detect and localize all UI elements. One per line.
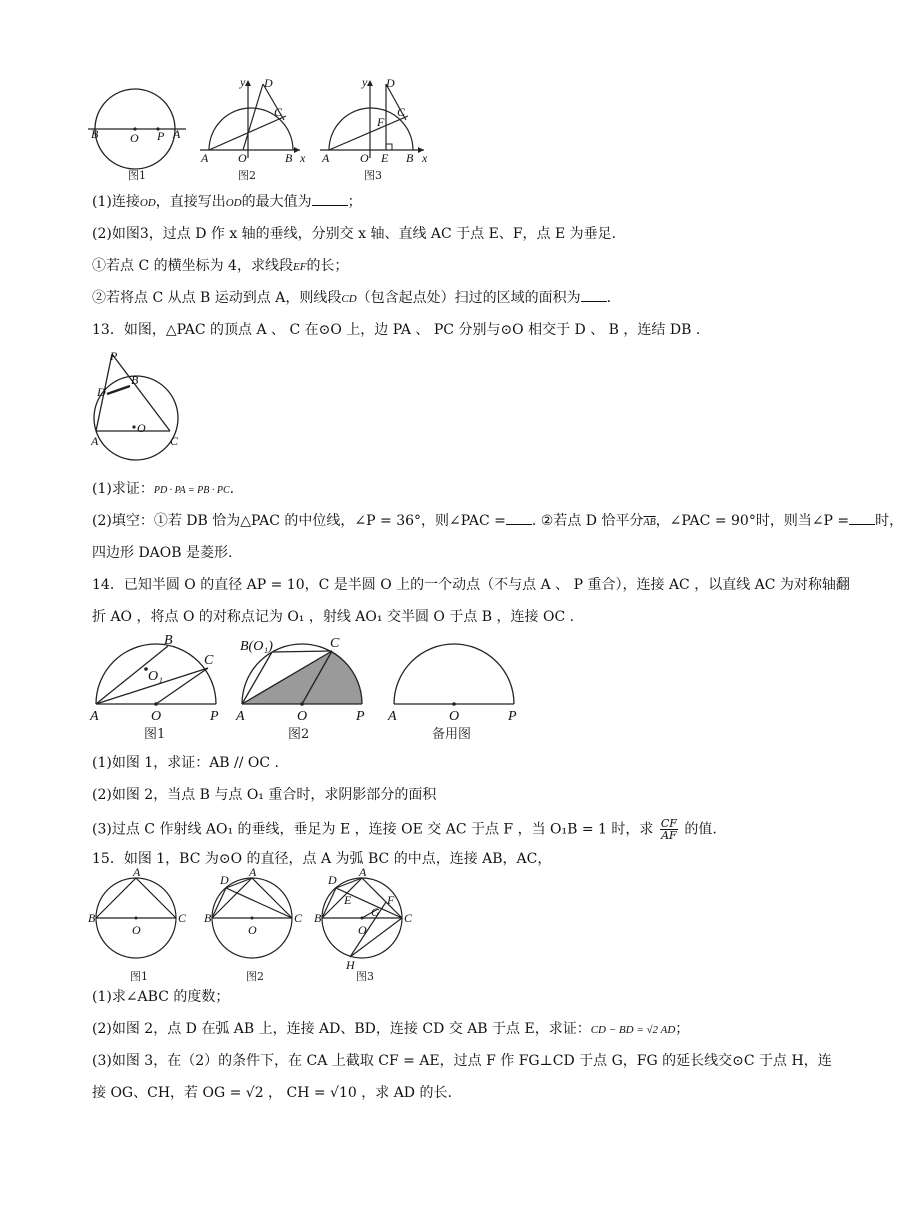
q15f3-label-c: C <box>404 911 413 925</box>
q14f2-label-o: O <box>297 709 308 724</box>
q15f3-caption: 图3 <box>356 970 374 983</box>
q15f3-label-d: D <box>328 873 337 887</box>
q13-figure <box>88 344 188 462</box>
q14f2-label-p: P <box>356 709 365 724</box>
q15f1-caption: 图1 <box>130 970 148 983</box>
q15f3-label-e: E <box>344 893 352 907</box>
fig2-label-o: O <box>238 151 247 165</box>
q14f3-label-o: O <box>449 709 460 724</box>
q15-part2: (2)如图 2，点 D 在弧 AB 上，连接 AD、BD，连接 CD 交 AB 于点 E，求证：CD − BD = √2 AD； <box>92 1021 690 1037</box>
fig3-label-e: E <box>381 151 389 165</box>
fig3-label-b: B <box>406 151 414 165</box>
q14f1-label-p: P <box>210 709 219 724</box>
fig3-label-y: y <box>362 75 368 89</box>
q13-part2-cont: 四边形 DAOB 是菱形. <box>92 545 233 561</box>
q15-figures <box>88 865 418 986</box>
q13-label-o: O <box>137 421 146 435</box>
q14f1-label-b: B <box>164 633 173 648</box>
q15-figure-3 <box>314 865 413 983</box>
q15f1-label-c: C <box>178 911 187 925</box>
q14f2-label-a: A <box>236 709 245 724</box>
fig1-label-o: O <box>130 131 139 145</box>
q15-stem: 15．如图 1，BC 为⊙O 的直径，点 A 为弧 BC 的中点，连接 AB，AC， <box>92 851 552 867</box>
fig1-label-a: A <box>173 127 181 141</box>
q15f3-label-g: G <box>371 905 380 919</box>
q15f2-caption: 图2 <box>246 970 264 983</box>
q13-part1: (1)求证：PD · PA = PB · PC. <box>92 481 235 497</box>
fig2-label-y: y <box>240 75 246 89</box>
q13-stem: 13．如图，△PAC 的顶点 A 、 C 在⊙O 上，边 PA 、 PC 分别与⊙O 相交于 D 、 B ，连结 DB . <box>92 322 701 338</box>
q14f3-label-a: A <box>388 709 397 724</box>
fig2-label-c: C <box>274 105 283 119</box>
q13-label-p: P <box>110 349 118 363</box>
q14f2-label-c: C <box>330 636 340 651</box>
q15-part3-line1: (3)如图 3，在（2）的条件下，在 CA 上截取 CF = AE，过点 F 作 FG⊥CD 于点 G，FG 的延长线交⊙C 于点 H，连 <box>92 1053 832 1069</box>
fig3-label-o: O <box>360 151 369 165</box>
q15-part3-line2: 接 OG、CH，若 OG = √2 ， CH = √10 ，求 AD 的长. <box>92 1085 452 1101</box>
answer-blank <box>312 193 348 206</box>
answer-blank <box>849 512 875 525</box>
q14-stem-line1: 14．已知半圆 O 的直径 AP = 10，C 是半圆 O 上的一个动点（不与点 A 、 P 重合），连接 AC ，以直线 AC 为对称轴翻 <box>92 577 850 593</box>
q14-part2: (2)如图 2，当点 B 与点 O₁ 重合时，求阴影部分的面积 <box>92 787 437 803</box>
fig3-label-a: A <box>322 151 330 165</box>
q14-stem-line2: 折 AO ，将点 O 的对称点记为 O₁ ，射线 AO₁ 交半圆 O 于点 B ，连接 OC . <box>92 609 575 625</box>
q14f3-label-p: P <box>508 709 517 724</box>
answer-blank <box>581 289 607 302</box>
q15f2-label-c: C <box>294 911 303 925</box>
q15f2-label-a: A <box>249 865 257 879</box>
fig2-label-x: x <box>300 151 306 165</box>
q14f2-label-b-o1: B(O₁) <box>240 639 273 654</box>
q15f1-label-b: B <box>88 911 96 925</box>
q13-label-c: C <box>170 434 179 448</box>
q13-part2: (2)填空：①若 DB 恰为△PAC 的中位线，∠P = 36°，则∠PAC = . ②若点 D 恰平分$\overline{AB}$，∠PAC = 90°时，则当∠P = 时， <box>92 513 903 529</box>
q15-figure-1 <box>88 865 187 983</box>
q15f3-label-f: F <box>387 893 395 907</box>
q15f1-label-o: O <box>132 923 141 937</box>
fig3-caption: 图3 <box>364 169 382 182</box>
q14f1-label-o: O <box>151 709 162 724</box>
q12-part1: (1)连接OD，直接写出OD的最大值为 ； <box>92 194 362 210</box>
q14f1-label-c: C <box>204 653 214 668</box>
fig1-label-p: P <box>157 129 165 143</box>
fig3-label-d: D <box>386 76 395 90</box>
q14f1-caption: 图1 <box>144 727 166 742</box>
q14-figure-3 <box>387 644 517 742</box>
q15f2-label-b: B <box>204 911 212 925</box>
q13-label-b: B <box>131 373 139 387</box>
q15f2-label-o: O <box>248 923 257 937</box>
q13-label-d: D <box>97 385 106 399</box>
q14-figures <box>88 630 528 744</box>
fig3-label-c: C <box>397 105 406 119</box>
q12-figure-3 <box>320 75 428 182</box>
q12-figures <box>88 74 448 184</box>
q15-part1: (1)求∠ABC 的度数； <box>92 989 230 1005</box>
fig1-caption: 图1 <box>128 169 146 182</box>
q15f1-label-a: A <box>133 865 141 879</box>
q12-part2: (2)如图3，过点 D 作 x 轴的垂线，分别交 x 轴、直线 AC 于点 E、F，点 E 为垂足. <box>92 226 617 242</box>
q14f2-caption: 图2 <box>288 727 310 742</box>
q13-label-a: A <box>91 434 99 448</box>
fig2-label-b: B <box>285 151 293 165</box>
q14f1-label-o1: O₁ <box>148 669 163 684</box>
q15f3-label-h: H <box>346 958 355 972</box>
q12-figure-2 <box>200 75 306 182</box>
q14-figure-1 <box>89 633 219 742</box>
q15f3-label-a: A <box>359 865 367 879</box>
fig2-caption: 图2 <box>238 169 256 182</box>
q14-part1: (1)如图 1，求证：AB // OC . <box>92 755 280 771</box>
fig3-label-f: F <box>377 115 385 129</box>
answer-blank <box>506 512 532 525</box>
q12-figure-1 <box>88 89 186 182</box>
q14-part3: (3)过点 C 作射线 AO₁ 的垂线，垂足为 E ，连接 OE 交 AC 于点 F ，当 O₁B = 1 时，求 $\frac{CF}{AF}$ 的值. <box>92 817 717 842</box>
q15-figure-2 <box>204 865 303 983</box>
fig3-label-x: x <box>422 151 428 165</box>
fig1-label-b: B <box>91 127 99 141</box>
fig2-label-a: A <box>201 151 209 165</box>
q14f3-caption: 备用图 <box>432 727 472 742</box>
q15f3-label-o: O <box>358 923 367 937</box>
q12-part2b: ②若将点 C 从点 B 运动到点 A，则线段CD（包含起点处）扫过的区域的面积为 . <box>92 290 612 306</box>
q12-part2a: ①若点 C 的横坐标为 4，求线段EF的长； <box>92 258 349 274</box>
q14-figure-2 <box>235 636 365 742</box>
q15f2-label-d: D <box>220 873 229 887</box>
fraction: $\frac{CF}{AF}$ <box>660 817 677 842</box>
q15f3-label-b: B <box>314 911 322 925</box>
fig2-label-d: D <box>264 76 273 90</box>
q14f1-label-a: A <box>90 709 99 724</box>
